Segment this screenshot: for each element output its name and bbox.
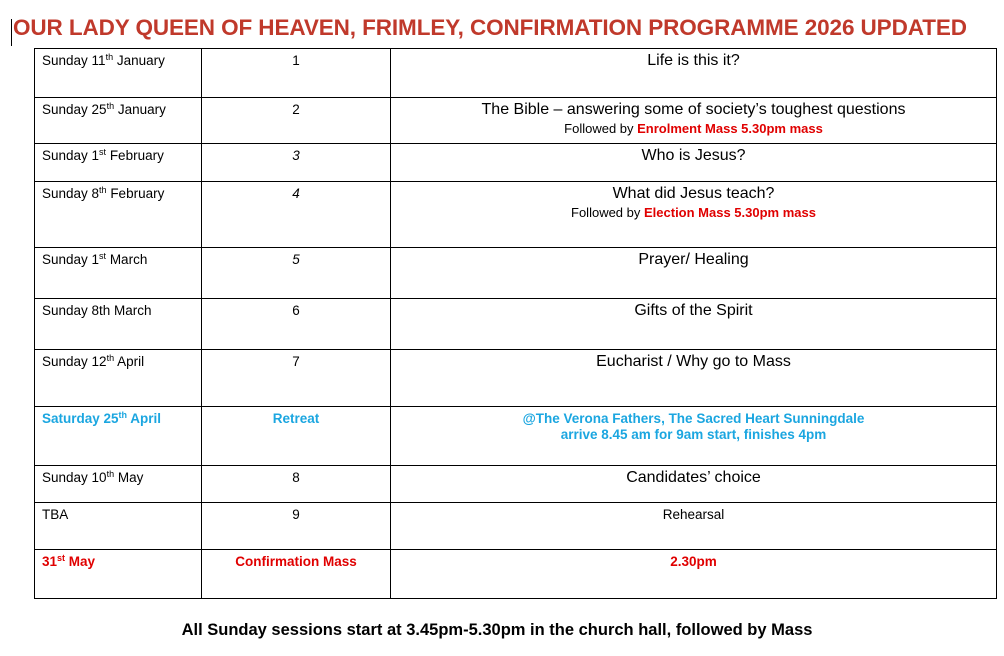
table-row [35, 299, 997, 350]
session-date: Sunday 12th April [35, 350, 202, 407]
session-number: Confirmation Mass [202, 550, 391, 599]
table-row [35, 350, 997, 407]
table-row [35, 144, 997, 182]
session-number: 9 [202, 503, 391, 550]
session-date: Sunday 1st February [35, 144, 202, 182]
session-note: Followed by Enrolment Mass 5.30pm mass [564, 121, 823, 136]
session-topic: Gifts of the Spirit [391, 299, 997, 350]
session-topic: What did Jesus teach? Followed by Election Mass 5.30pm mass [391, 182, 997, 248]
session-note: Followed by Election Mass 5.30pm mass [571, 205, 816, 220]
session-date: Saturday 25th April [35, 407, 202, 466]
table-row [35, 182, 997, 248]
session-number: 2 [202, 98, 391, 144]
session-date: Sunday 11th January [35, 49, 202, 98]
table-row [35, 98, 997, 144]
session-topic: Prayer/ Healing [391, 248, 997, 299]
session-date: 31st May [35, 550, 202, 599]
session-topic: Eucharist / Why go to Mass [391, 350, 997, 407]
session-number: 7 [202, 350, 391, 407]
session-number: 4 [202, 182, 391, 248]
table-row [35, 407, 997, 466]
table-row [35, 550, 997, 599]
text-cursor [11, 19, 12, 46]
session-topic: @The Verona Fathers, The Sacred Heart Sunningdale arrive 8.45 am for 9am start, finishes 4pm [391, 407, 997, 466]
session-topic: Rehearsal [391, 503, 997, 550]
session-number: 8 [202, 466, 391, 503]
session-date: Sunday 8th February [35, 182, 202, 248]
table-row [35, 503, 997, 550]
session-number: Retreat [202, 407, 391, 466]
session-topic: The Bible – answering some of society’s toughest questions Followed by Enrolment Mass 5.30pm mass [391, 98, 997, 144]
session-date: Sunday 25th January [35, 98, 202, 144]
session-date: Sunday 8th March [35, 299, 202, 350]
schedule-table [34, 48, 997, 599]
table-row [35, 49, 997, 98]
session-date: Sunday 1st March [35, 248, 202, 299]
session-topic: 2.30pm [391, 550, 997, 599]
session-date: Sunday 10th May [35, 466, 202, 503]
session-topic: Who is Jesus? [391, 144, 997, 182]
session-number: 1 [202, 49, 391, 98]
session-number: 3 [202, 144, 391, 182]
table-row [35, 466, 997, 503]
session-date: TBA [35, 503, 202, 550]
session-number: 6 [202, 299, 391, 350]
footer-note: All Sunday sessions start at 3.45pm-5.30pm in the church hall, followed by Mass [181, 621, 813, 639]
session-topic: Life is this it? [391, 49, 997, 98]
session-number: 5 [202, 248, 391, 299]
page-title: OUR LADY QUEEN OF HEAVEN, FRIMLEY, CONFIRMATION PROGRAMME 2026 UPDATED [13, 15, 967, 40]
table-row [35, 248, 997, 299]
session-topic: Candidates’ choice [391, 466, 997, 503]
